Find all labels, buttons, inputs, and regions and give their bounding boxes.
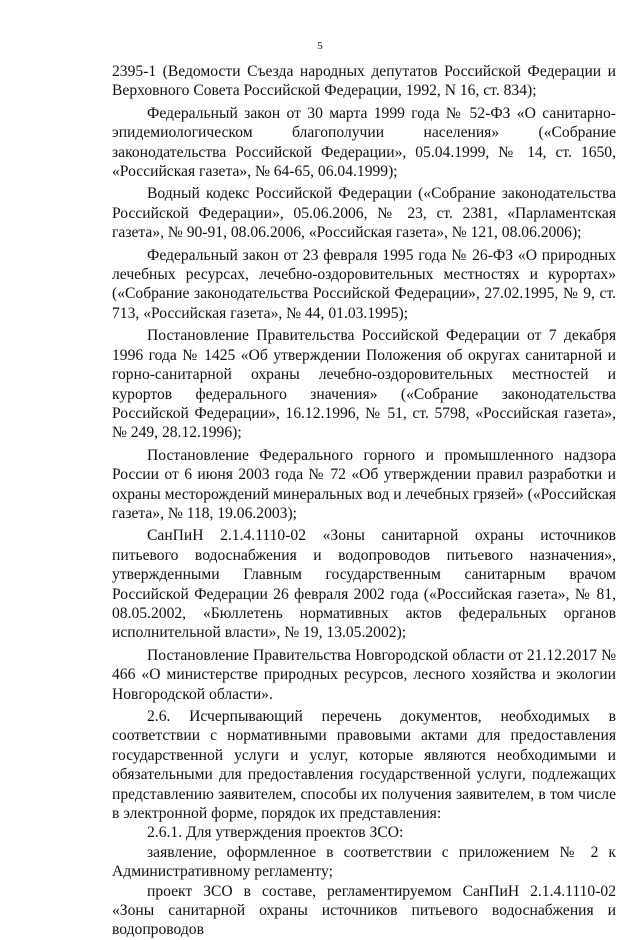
- paragraph-application-item: заявление, оформленное в соответствии с приложением № 2 к Административному регламенту;: [112, 843, 616, 881]
- paragraph-law-continuation: 2395-1 (Ведомости Съезда народных депутатов Российской Федерации и Верховного Совета Российской Федерации, 1992, N 16, ст. 834);: [112, 63, 616, 100]
- paragraph-project-item: проект ЗСО в составе, регламентируемом СанПиН 2.1.4.1110-02 «Зоны санитарной охраны источников питьевого водоснабжения и водопроводов: [112, 882, 616, 939]
- paragraph-section-2-6-1: 2.6.1. Для утверждения проектов ЗСО:: [147, 824, 404, 842]
- page-number: 5: [317, 40, 323, 52]
- document-body: [112, 62, 616, 940]
- paragraph-federal-law-52fz: Федеральный закон от 30 марта 1999 года № 52-ФЗ «О санитарно-эпидемиологическом благополучии населения» («Собрание законодательства Российской Федерации», 05.04.1999, № 14, ст. 1650, «Российская газета», № 64-65, 06.04.1999);: [112, 104, 616, 181]
- paragraph-water-code: Водный кодекс Российской Федерации («Собрание законодательства Российской Федерации», 05.06.2006, № 23, ст. 2381, «Парламентская газета», № 90-91, 08.06.2006, «Российская газета», № 121, 08.06.2006);: [112, 185, 616, 242]
- paragraph-government-decree-1425: Постановление Правительства Российской Федерации от 7 декабря 1996 года № 1425 «Об утверждении Положения об округах санитарной и горно-санитарной охраны лечебно-оздоровительных местностей и курортов федерального значения» («Собрание законодательства Российской Федерации», 16.12.1996, № 51, ст. 5798, «Российская газета», № 249, 28.12.1996);: [112, 327, 616, 442]
- paragraph-section-2-6: 2.6. Исчерпывающий перечень документов, необходимых в соответствии с нормативными правовыми актами для предоставления государственной услуги и услуг, которые являются необходимыми и обязательными для предоставления государственной услуги, подлежащих представлению заявителем, способы их получения заявителем, в том числе в электронной форме, порядок их представления:: [112, 708, 616, 823]
- paragraph-federal-law-26fz: Федеральный закон от 23 февраля 1995 года № 26-ФЗ «О природных лечебных ресурсах, лечебно-оздоровительных местностях и курортах» («Собрание законодательства Российской Федерации», 27.02.1995, № 9, ст. 713, «Российская газета», № 44, 01.03.1995);: [112, 246, 616, 322]
- paragraph-sanpin: СанПиН 2.1.4.1110-02 «Зоны санитарной охраны источников питьевого водоснабжения и водопроводов питьевого назначения», утвержденными Главным государственным санитарным врачом Российской Федерации 26 февраля 2002 года («Российская газета», № 81, 08.05.2002, «Бюллетень нормативных актов федеральных органов исполнительной власти», № 19, 13.05.2002);: [112, 527, 616, 642]
- paragraph-gosgortekhnadzor-decree-72: Постановление Федерального горного и промышленного надзора России от 6 июня 2003 года № 72 «Об утверждении правил разработки и охраны месторождений минеральных вод и лечебных грязей» («Российская газета», № 118, 19.06.2003);: [112, 446, 616, 522]
- paragraph-novgorod-decree-466: Постановление Правительства Новгородской области от 21.12.2017 № 466 «О министерстве природных ресурсов, лесного хозяйства и экологии Новгородской области».: [112, 646, 616, 703]
